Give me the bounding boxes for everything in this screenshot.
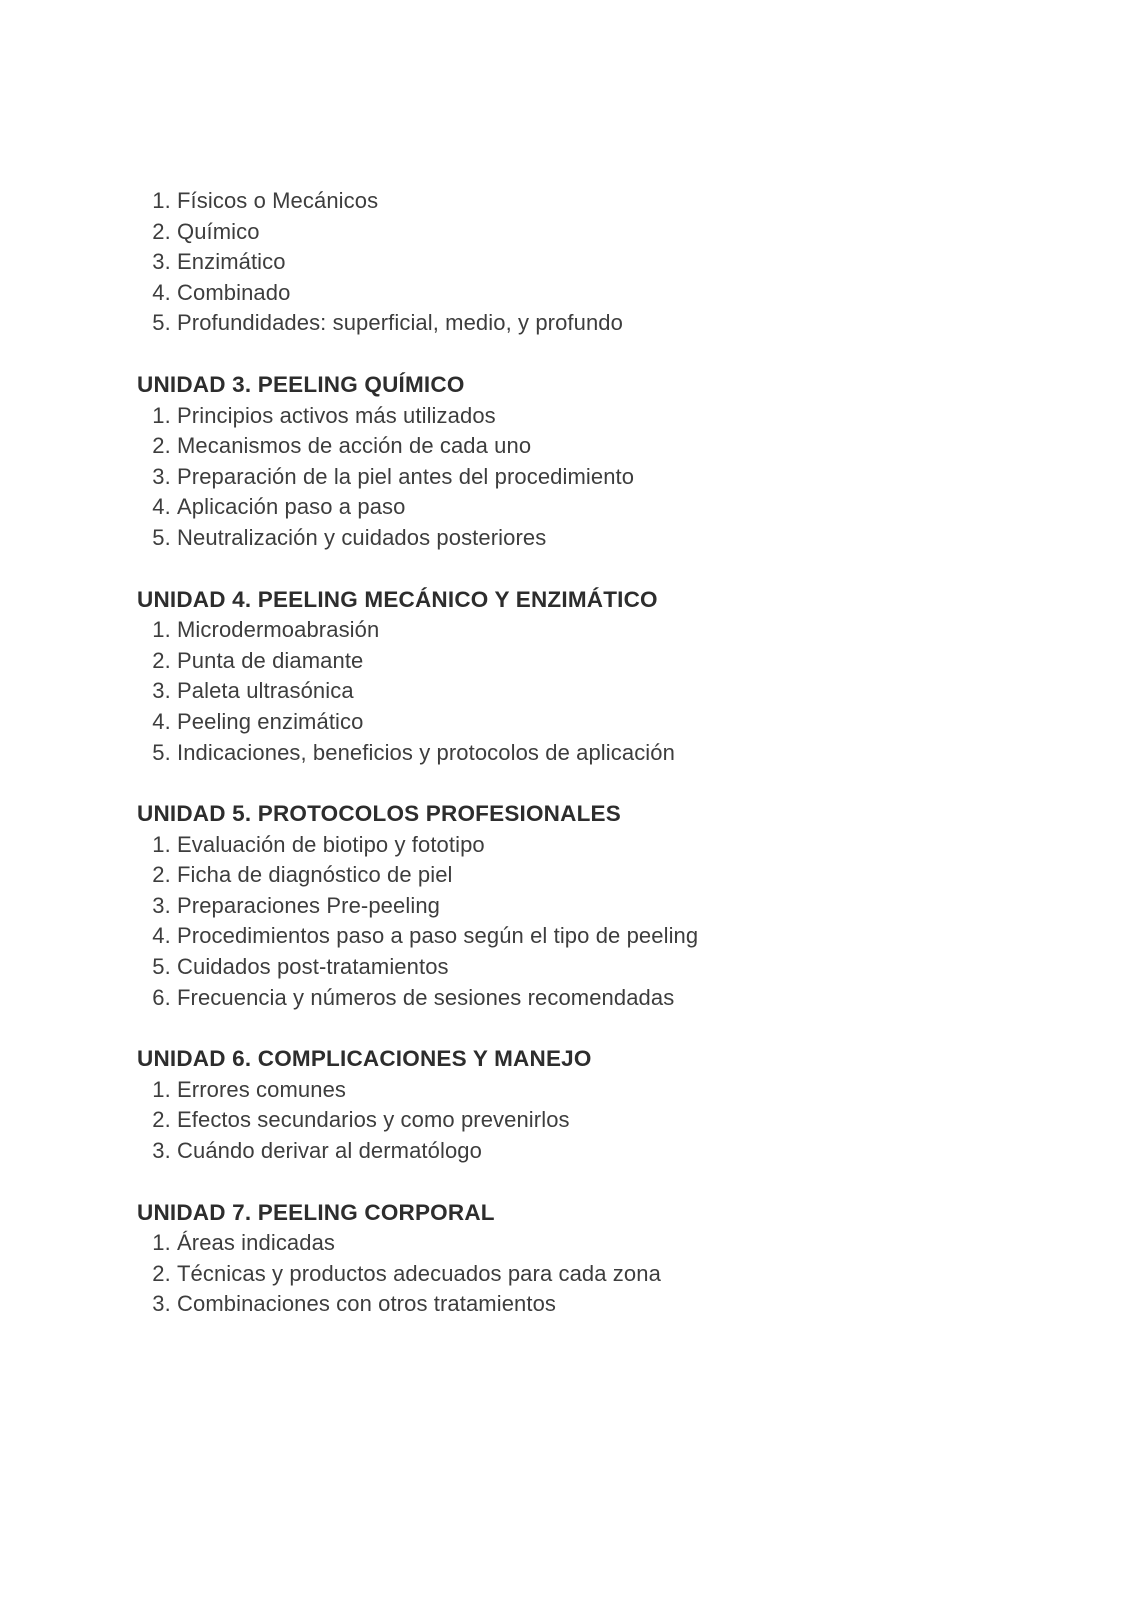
unit-item-list: [137, 1075, 1071, 1167]
list-item: 2. Técnicas y productos adecuados para cada zona: [177, 1259, 1071, 1290]
list-item: 2. Químico: [177, 217, 1071, 248]
unit-item-list: [137, 401, 1071, 554]
list-item: 2. Mecanismos de acción de cada uno: [177, 431, 1071, 462]
list-item: 3. Preparación de la piel antes del procedimiento: [177, 462, 1071, 493]
unit-heading: UNIDAD 7. PEELING CORPORAL: [137, 1199, 495, 1225]
list-item: 2. Ficha de diagnóstico de piel: [177, 860, 1071, 891]
unit-section: [137, 585, 1071, 769]
unit-section: [137, 370, 1071, 554]
list-item: 3. Combinaciones con otros tratamientos: [177, 1289, 1071, 1320]
list-item: 5. Indicaciones, beneficios y protocolos de aplicación: [177, 738, 1071, 769]
list-item: 4. Peeling enzimático: [177, 707, 1071, 738]
unit-heading: UNIDAD 5. PROTOCOLOS PROFESIONALES: [137, 801, 621, 827]
list-item: 2. Efectos secundarios y como prevenirlos: [177, 1105, 1071, 1136]
list-item: 4. Combinado: [177, 278, 1071, 309]
list-item: 1. Evaluación de biotipo y fototipo: [177, 830, 1071, 861]
list-item: 5. Cuidados post-tratamientos: [177, 952, 1071, 983]
list-item: 1. Principios activos más utilizados: [177, 401, 1071, 432]
unit-sections-container: [137, 370, 1071, 1320]
list-item: 1. Áreas indicadas: [177, 1228, 1071, 1259]
unit-section: [137, 799, 1071, 1013]
list-item: 1. Microdermoabrasión: [177, 615, 1071, 646]
list-item: 1. Físicos o Mecánicos: [177, 186, 1071, 217]
list-item: 6. Frecuencia y números de sesiones recomendadas: [177, 983, 1071, 1014]
list-item: 3. Paleta ultrasónica: [177, 676, 1071, 707]
list-item: 5. Profundidades: superficial, medio, y profundo: [177, 308, 1071, 339]
intro-item-list: [137, 186, 1071, 339]
list-item: 5. Neutralización y cuidados posteriores: [177, 523, 1071, 554]
list-item: 3. Cuándo derivar al dermatólogo: [177, 1136, 1071, 1167]
unit-section: [137, 1198, 1071, 1320]
list-item: 2. Punta de diamante: [177, 646, 1071, 677]
list-item: 4. Procedimientos paso a paso según el tipo de peeling: [177, 921, 1071, 952]
unit-section: [137, 1044, 1071, 1166]
unit-item-list: [137, 830, 1071, 1014]
unit-item-list: [137, 1228, 1071, 1320]
unit-heading: UNIDAD 3. PEELING QUÍMICO: [137, 371, 465, 397]
unit-item-list: [137, 615, 1071, 768]
unit-heading: UNIDAD 4. PEELING MECÁNICO Y ENZIMÁTICO: [137, 586, 658, 612]
list-item: 3. Enzimático: [177, 247, 1071, 278]
list-item: 1. Errores comunes: [177, 1075, 1071, 1106]
list-item: 4. Aplicación paso a paso: [177, 492, 1071, 523]
unit-heading: UNIDAD 6. COMPLICACIONES Y MANEJO: [137, 1046, 592, 1072]
list-item: 3. Preparaciones Pre-peeling: [177, 891, 1071, 922]
